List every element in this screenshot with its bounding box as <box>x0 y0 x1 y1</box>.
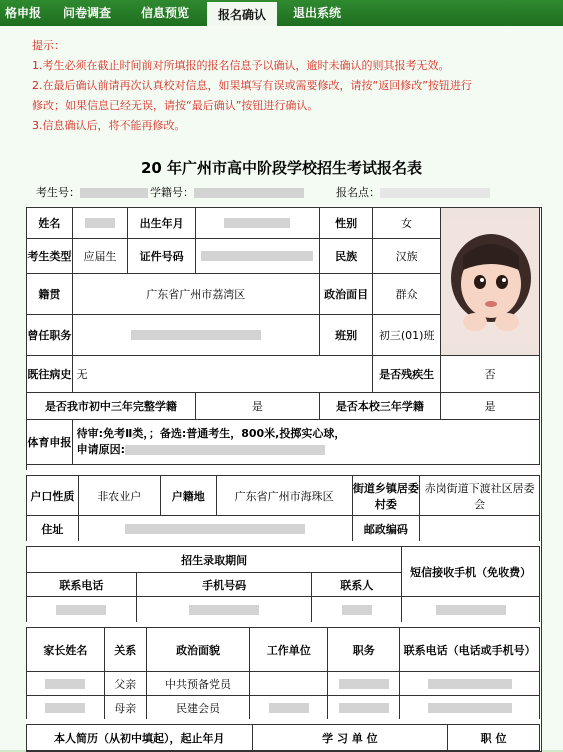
pe-line-2 <box>77 442 539 458</box>
pe-label: 体育申报 <box>27 419 73 464</box>
resume-header-unit: 学 习 单 位 <box>252 725 448 751</box>
pe-reason-label: 申请原因: <box>76 442 126 456</box>
resume-header-post: 职 位 <box>448 725 540 751</box>
father-relation: 父亲 <box>104 672 146 696</box>
family-header-work: 工作单位 <box>250 628 328 672</box>
street-label: 街道乡镇居委村委 <box>352 476 420 516</box>
sms-label: 短信接收手机（免收费） <box>402 547 540 597</box>
name-value <box>72 208 128 239</box>
student-no-value-redacted <box>194 188 304 198</box>
mobile-value <box>136 597 312 623</box>
complete-label: 是否我市初中三年完整学籍 <box>27 392 196 419</box>
sms-value <box>402 597 540 623</box>
post-value <box>72 314 319 355</box>
resume-header-period: 本人简历（从初中填起），起止年月 <box>27 725 253 751</box>
postcode-value <box>420 516 540 542</box>
tab-apply[interactable]: 格申报 <box>4 6 41 20</box>
hukou-place-value: 广东省广州市海珠区 <box>216 476 352 516</box>
mother-phone <box>400 696 540 720</box>
father-phone <box>400 672 540 696</box>
mother-name <box>27 696 105 720</box>
native-label: 籍贯 <box>27 273 73 314</box>
mobile-label: 手机号码 <box>136 573 312 597</box>
exam-no <box>36 184 148 200</box>
student-no-label: 学籍号： <box>150 186 194 199</box>
family-header-name: 家长姓名 <box>27 628 105 672</box>
father-post <box>328 672 400 696</box>
site-value-redacted <box>380 188 490 198</box>
family-header-phone: 联系电话（电话或手机号） <box>400 628 540 672</box>
exam-no-value-redacted <box>80 188 148 198</box>
family-header-post: 职务 <box>328 628 400 672</box>
notice-head: 提示： <box>32 39 65 52</box>
notice-line-2: 2.在最后确认前请再次认真校对信息，如果填写有误或需要修改，请按“返回修改”按钮进行 <box>32 79 472 92</box>
notice-box <box>32 36 552 136</box>
pe-line-1: 待审:免考Ⅱ类，；备选:普通考生，800米,投掷实心球， <box>76 426 346 440</box>
name-label: 姓名 <box>27 208 73 239</box>
tab-logout[interactable]: 退出系统 <box>292 6 341 20</box>
notice-line-4: 3.信息确认后，将不能再修改。 <box>32 119 186 132</box>
ethnic-value: 汉族 <box>373 238 441 273</box>
phone-value <box>27 597 137 623</box>
complete-value: 是 <box>195 392 319 419</box>
period-label: 招生录取期间 <box>27 547 402 573</box>
disabled-label: 是否残疾生 <box>373 355 441 392</box>
political-label: 政治面目 <box>319 273 373 314</box>
hukou-table <box>26 475 540 542</box>
hukou-label: 户口性质 <box>27 476 79 516</box>
type-value: 应届生 <box>72 238 128 273</box>
birth-label: 出生年月 <box>128 208 195 239</box>
tab-survey[interactable]: 问卷调查 <box>62 6 111 20</box>
father-name <box>27 672 105 696</box>
phone-label: 联系电话 <box>27 573 137 597</box>
student-photo <box>440 208 539 356</box>
notice-line-3: 修改；如果信息已经无误，请按“最后确认”按钮进行确认。 <box>32 99 319 112</box>
mother-political: 民建会员 <box>146 696 250 720</box>
site <box>336 184 490 200</box>
gender-value: 女 <box>373 208 441 239</box>
hukou-place-label: 户籍地 <box>160 476 216 516</box>
address-label: 住址 <box>27 516 79 542</box>
contact-table <box>26 546 540 623</box>
tab-confirm[interactable]: 报名确认 <box>207 0 277 28</box>
mother-post <box>328 696 400 720</box>
street-value: 赤岗街道下渡社区居委会 <box>420 476 540 516</box>
native-value: 广东省广州市荔湾区 <box>72 273 319 314</box>
birth-value <box>195 208 319 239</box>
hukou-value: 非农业户 <box>78 476 160 516</box>
illness-label: 既往病史 <box>27 355 73 392</box>
school-label: 是否本校三年学籍 <box>319 392 440 419</box>
father-work <box>250 672 328 696</box>
id-value <box>195 238 319 273</box>
illness-value: 无 <box>72 355 373 392</box>
table-row <box>27 696 540 720</box>
person-value <box>312 597 402 623</box>
post-label: 曾任职务 <box>27 314 73 355</box>
family-header-relation: 关系 <box>104 628 146 672</box>
class-label: 班别 <box>319 314 373 355</box>
exam-no-label: 考生号： <box>36 186 80 199</box>
ethnic-label: 民族 <box>319 238 373 273</box>
id-label: 证件号码 <box>128 238 195 273</box>
personal-info-table <box>26 207 540 465</box>
postcode-label: 邮政编码 <box>352 516 420 542</box>
disabled-value: 否 <box>440 355 539 392</box>
form-title: 20 年广州市高中阶段学校招生考试报名表 <box>140 159 423 177</box>
mother-relation: 母亲 <box>104 696 146 720</box>
family-table <box>26 627 540 720</box>
type-label: 考生类型 <box>27 238 73 273</box>
class-value: 初三(01)班 <box>373 314 441 355</box>
site-label: 报名点： <box>336 186 380 199</box>
school-value: 是 <box>440 392 539 419</box>
pe-value <box>72 419 539 464</box>
student-no <box>150 184 304 200</box>
political-value: 群众 <box>373 273 441 314</box>
resume-table <box>26 724 540 751</box>
top-tab-bar <box>0 0 563 26</box>
notice-line-1: 1.考生必须在截止时间前对所填报的报名信息予以确认，逾时未确认的则其报考无效。 <box>32 59 450 72</box>
person-label: 联系人 <box>312 573 402 597</box>
tab-preview[interactable]: 信息预览 <box>140 6 189 20</box>
gender-label: 性别 <box>319 208 373 239</box>
address-value <box>78 516 352 542</box>
mother-work <box>250 696 328 720</box>
table-row <box>27 672 540 696</box>
family-header-political: 政治面貌 <box>146 628 250 672</box>
father-political: 中共预备党员 <box>146 672 250 696</box>
